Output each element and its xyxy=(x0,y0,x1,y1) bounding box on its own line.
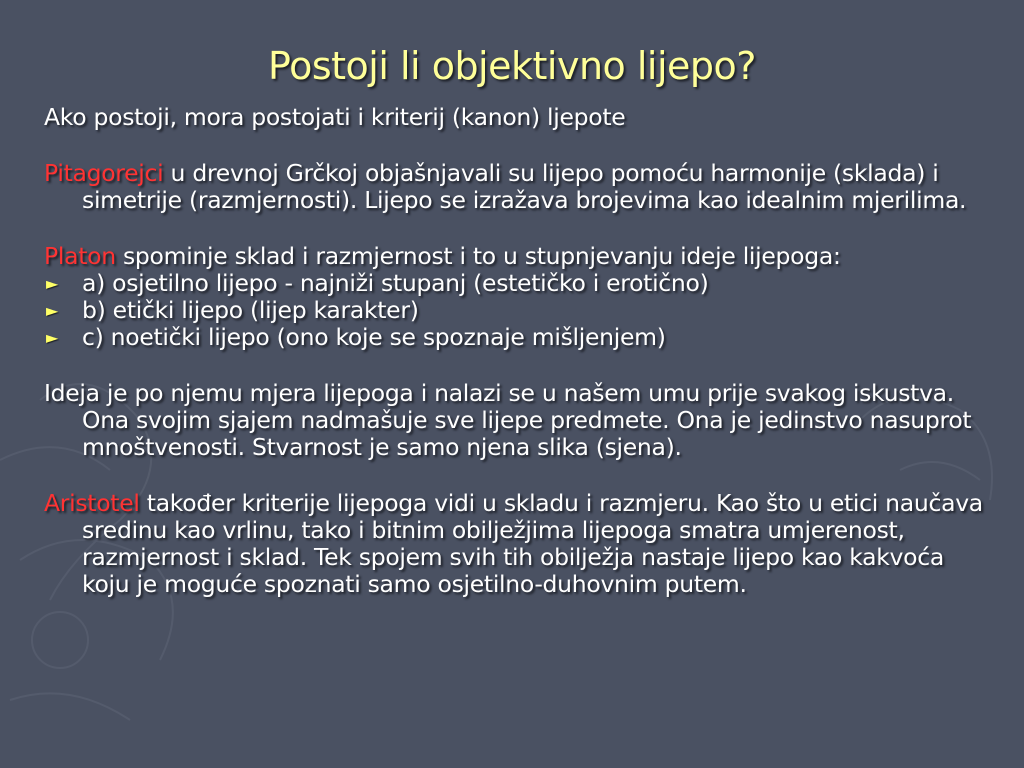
paragraph-pitagorejci xyxy=(44,160,994,214)
paragraph-platon-text: spominje sklad i razmjernost i to u stupnjevanju ideje lijepoga: xyxy=(115,242,841,270)
list-item xyxy=(44,270,994,297)
list-item-text: c) noetički lijepo (ono koje se spoznaje mišljenjem) xyxy=(82,323,666,351)
highlight-platon: Platon xyxy=(44,242,116,270)
paragraph-aristotel xyxy=(44,490,994,598)
highlight-pitagorejci: Pitagorejci xyxy=(44,159,164,187)
triangle-right-icon: ► xyxy=(46,301,59,320)
paragraph-ideja: Ideja je po njemu mjera lijepoga i nalazi se u našem umu prije svakog iskustva. Ona svojim sjajem nadmašuje sve lijepe predmete. Ona je jedinstvo nasuprot mnoštvenosti. Stvarnost je samo njena slika (sjena). xyxy=(44,379,972,461)
triangle-right-icon: ► xyxy=(46,274,59,293)
list-item-text: a) osjetilno lijepo - najniži stupanj (estetičko i erotično) xyxy=(82,269,709,297)
list-item xyxy=(44,324,994,351)
highlight-aristotel: Aristotel xyxy=(44,489,140,517)
list-item xyxy=(44,297,994,324)
paragraph-platon xyxy=(44,243,994,270)
slide-body xyxy=(44,104,994,598)
triangle-right-icon: ► xyxy=(46,328,59,347)
list-item-text: b) etički lijepo (lijep karakter) xyxy=(82,296,419,324)
paragraph-aristotel-text: također kriterije lijepoga vidi u skladu i razmjeru. Kao što u etici naučava sredinu kao vrlinu, tako i bitnim obilježjima lijepoga smatra umjerenost, razmjernost i sklad. Tek spojem svih tih obilježja nastaje lijepo kao kakvoća koju je moguće spoznati samo osjetilno-duhovnim putem. xyxy=(82,489,983,598)
paragraph-pitagorejci-text: u drevnoj Grčkoj objašnjavali su lijepo pomoću harmonije (sklada) i simetrije (razmjernosti). Lijepo se izražava brojevima kao idealnim mjerilima. xyxy=(82,159,967,214)
slide-title: Postoji li objektivno lijepo? xyxy=(268,44,756,88)
paragraph-kriterij: Ako postoji, mora postojati i kriterij (kanon) ljepote xyxy=(44,103,626,131)
